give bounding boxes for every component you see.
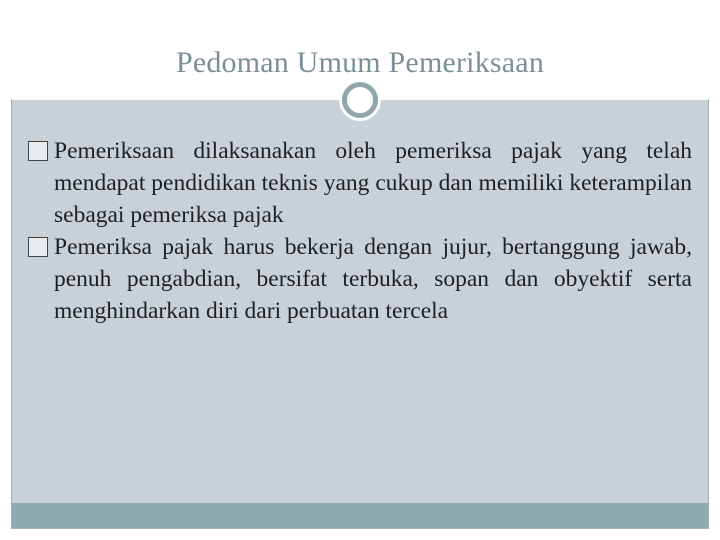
bullet-item [28, 231, 692, 327]
bullet-text: Pemeriksaan dilaksanakan oleh pemeriksa pajak yang telah mendapat pendidikan teknis yang cukup dan memiliki keterampilan sebagai pemeriksa pajak [54, 138, 692, 228]
footer-bar [12, 503, 708, 528]
slide-title: Pedoman Umum Pemeriksaan [175, 46, 545, 79]
circle-ornament-icon [342, 82, 378, 118]
bullet-list [28, 135, 692, 327]
bullet-text: Pemeriksa pajak harus bekerja dengan jujur, bertanggung jawab, penuh pengabdian, bersifat terbuka, sopan dan obyektif serta menghindarkan diri dari perbuatan tercela [54, 234, 692, 324]
bullet-box-icon [28, 237, 48, 257]
bullet-item [28, 135, 692, 231]
bullet-box-icon [28, 141, 48, 161]
